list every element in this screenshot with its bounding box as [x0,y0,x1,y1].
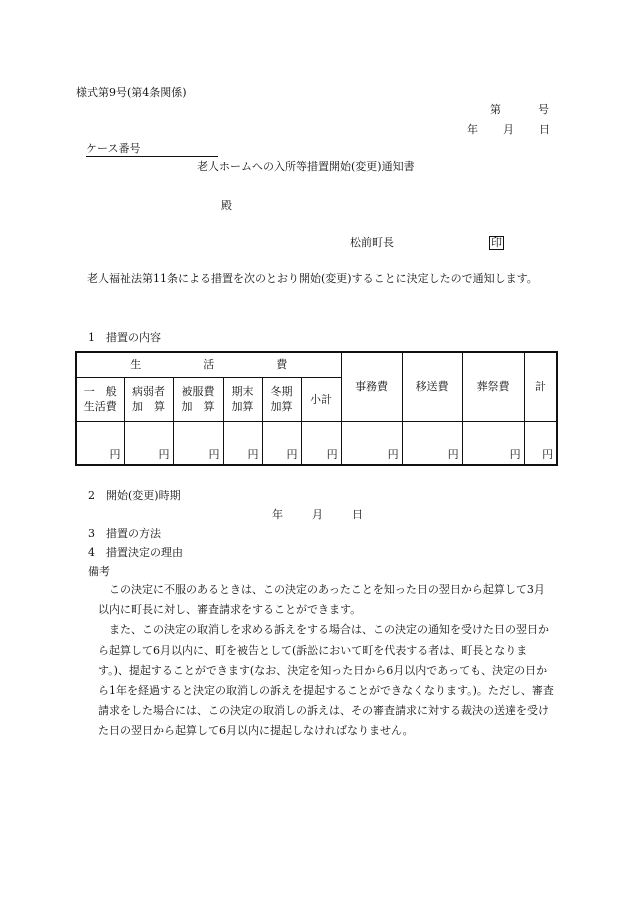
amount-cell: 円 [524,421,557,465]
start-date-day: 日 [352,508,363,521]
section-1-heading: 1 措置の内容 [88,331,161,344]
header-transport-fee: 移送費 [402,352,462,421]
form-id: 様式第9号(第4条関係) [76,86,187,99]
header-clothing-addition: 被服費 加 算 [173,377,223,421]
document-title: 老人ホームへの入所等措置開始(変更)通知書 [197,160,415,173]
start-date [272,508,363,522]
amount-cell: 円 [402,421,462,465]
amount-cell: 円 [262,421,301,465]
amount-cell: 円 [76,421,124,465]
amount-cell: 円 [223,421,262,465]
header-sick-addition: 病弱者 加 算 [124,377,173,421]
section-2-heading: 2 開始(変更)時期 [88,489,181,502]
header-admin-fee: 事務費 [341,352,402,421]
addressee-suffix: 殿 [221,199,232,212]
header-yearend-addition: 期末 加算 [223,377,262,421]
living-expense-group-header: 生 活 費 [76,352,341,377]
remarks-paragraph: また、この決定の取消しを求める訴えをする場合は、この決定の通知を受けた日の翌日から起算して6月以内に、町を被告として(訴訟において町を代表する者は、町長となります。)、提起することができます(なお、決定を知った日から6月以内であっても、決定の日から1年を経過すると決定の取消しの訴えを提起することができなくなります。)。ただし、審査請求をした場合には、この決定の取消しの訴えは、その審査請求に対する裁決の送達を受けた日の翌日から起算して6月以内に提起しなければなりません。 [98,623,554,738]
doc-no-suffix: 号 [538,103,549,116]
document-number [490,103,549,117]
amount-cell: 円 [124,421,173,465]
doc-no-prefix: 第 [490,103,501,116]
date-year: 年 [467,123,478,136]
remarks-paragraph: この決定に不服のあるときは、この決定のあったことを知った日の翌日から起算して3月以内に町長に対し、審査請求をすることができます。 [98,583,545,617]
issue-date [467,123,550,137]
section-3-heading: 3 措置の方法 [88,527,161,540]
header-funeral-fee: 葬祭費 [462,352,524,421]
section-4-heading: 4 措置決定の理由 [88,546,183,559]
issuer-name: 松前町長 [350,236,394,249]
remarks-body [98,580,554,742]
remarks-label: 備考 [88,565,110,578]
amount-cell: 円 [341,421,402,465]
amount-cell: 円 [173,421,223,465]
start-date-year: 年 [272,508,283,521]
measures-table [75,351,558,466]
date-month: 月 [503,123,514,136]
header-winter-addition: 冬期 加算 [262,377,301,421]
date-day: 日 [539,123,550,136]
amount-cell: 円 [462,421,524,465]
seal-mark: 印 [491,236,502,249]
start-date-month: 月 [312,508,323,521]
case-number-label: ケース番号 [86,142,218,157]
header-total: 計 [524,352,557,421]
intro-text: 老人福祉法第11条による措置を次のとおり開始(変更)することに決定したので通知します。 [87,272,538,285]
header-general-living: 一 般 生活費 [76,377,124,421]
header-subtotal: 小計 [301,377,341,421]
amount-cell: 円 [301,421,341,465]
